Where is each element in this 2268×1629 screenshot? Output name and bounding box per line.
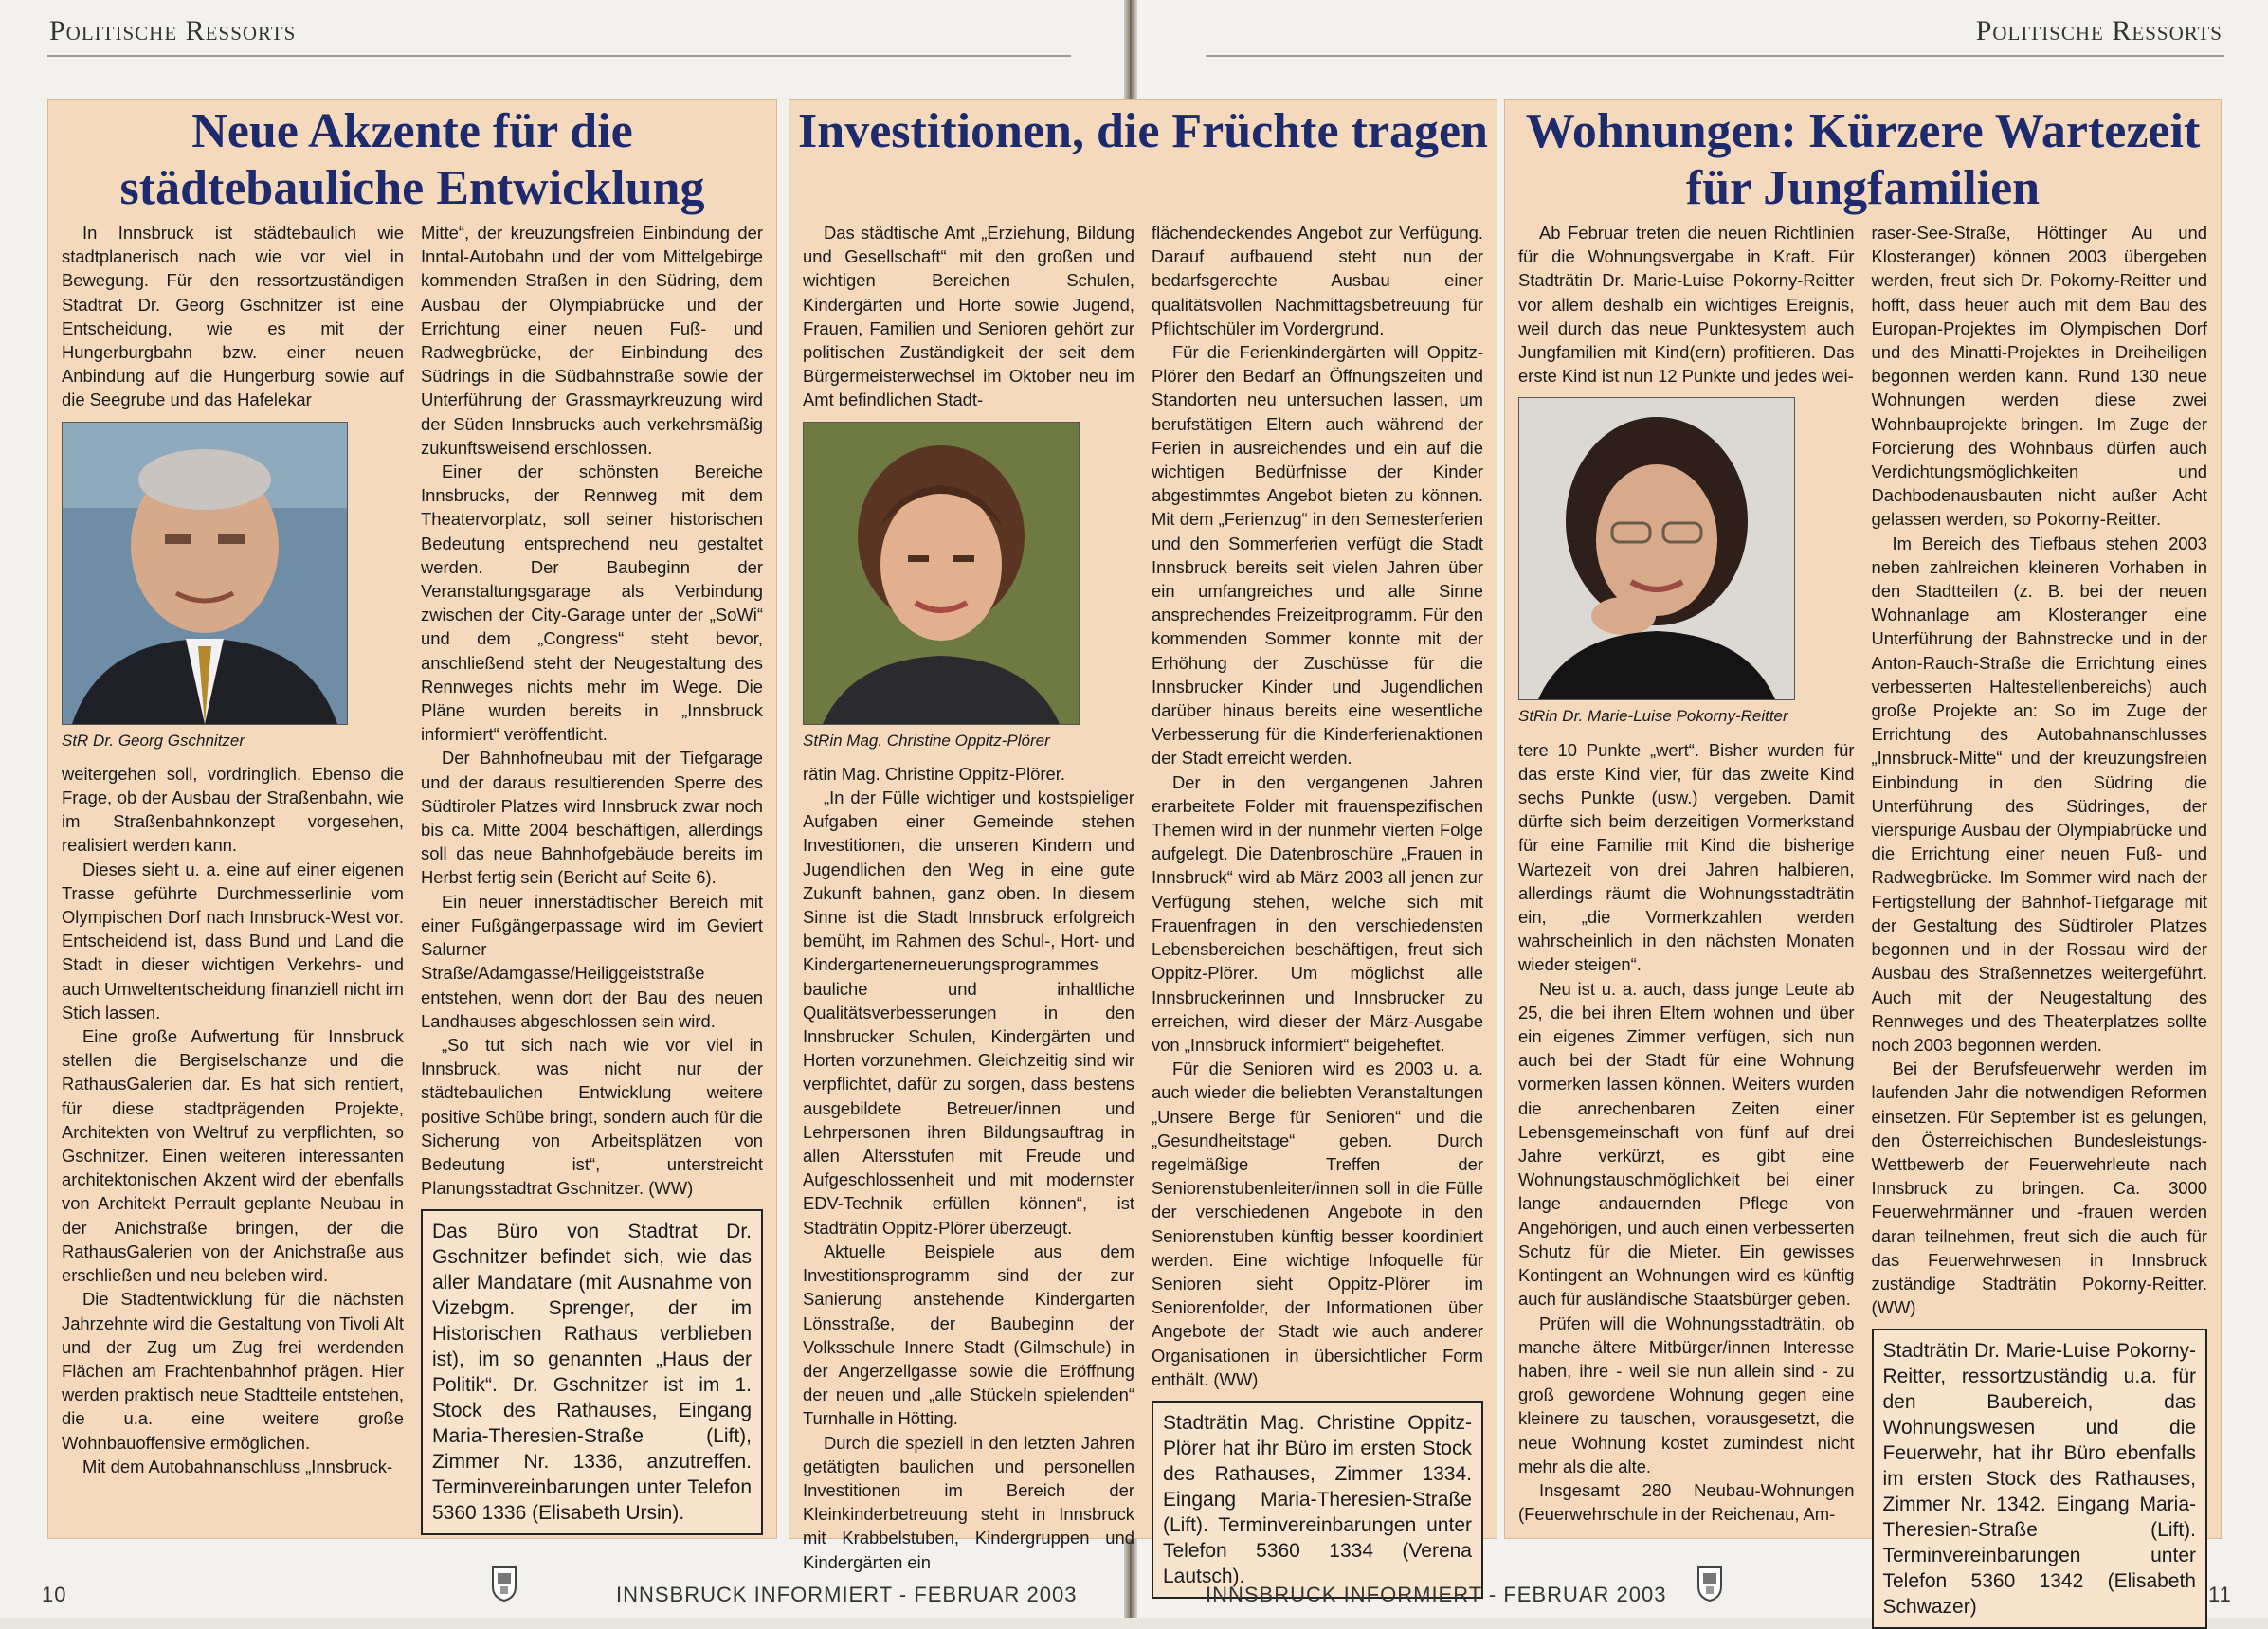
article-paragraph: raser-See-Straße, Höttinger Au und Klosteranger) können 2003 übergeben werden, freut sich Dr. Pokorny-Reitter und hofft, dass heuer auch mit dem Bau des Europan-Projektes im Olympischen Dorf und des Minatti-Projektes in Dreiheiligen begonnen werden kann. Rund 130 neue Wohnungen werden diese zwei Wohnbauprojekte bringen. Im Zuge der Forcierung des Wohnbaus dürfen auch Verdichtungsmöglichkeiten und Dachbodenausbauten nicht außer Acht gelassen werden, so Pokorny-Reitter. <box>1871 223 2207 530</box>
page-number-right: 11 <box>2208 1583 2232 1606</box>
article-paragraph: tere 10 Punkte „wert“. Bisher wurden für das erste Kind vier, für das zweite Kind sechs Punkte (usw.) vergeben. Damit dürfte sich beim derzeitigen Vormerkstand für eine Familie mit Kind die bisherige Wartezeit von drei Jahren halbieren, allerdings räumt die Wohnungsstadträtin ein, „die Vormerkzahlen werden wahrscheinlich in den nächsten Monaten wieder steigen“. <box>1518 739 1855 975</box>
article-headline: Investitionen, die Früchte tragen <box>798 104 1488 158</box>
article-headline: Wohnungen: Kürzere Wartezeit für Jungfamilien <box>1525 104 2201 215</box>
article-investitionen <box>789 99 1497 1587</box>
article-paragraph: Ab Februar treten die neuen Richtlinien für die Wohnungsvergabe in Kraft. Für Stadträtin Dr. Marie-Luise Pokorny-Reitter vor allem deshalb ein wichtiges Ereignis, weil durch das neue Punktesystem auch Jungfamilien mit Kind(ern) profitieren. Das erste Kind ist nun 12 Punkte und jedes wei- <box>1518 223 1855 387</box>
footer-publication-left: INNSBRUCK INFORMIERT - FEBRUAR 2003 <box>616 1583 1078 1606</box>
article-paragraph: Prüfen will die Wohnungsstadträtin, ob manche ältere Mitbürger/innen Interesse haben, ihre - weil sie nun allein sind - zu groß gewordene Wohnung gegen eine kleinere zu tauschen, vorausgesetzt, die neue Wohnung kostet zumindest nicht mehr als die alte. <box>1518 1312 1855 1476</box>
article-paragraph: Die Stadtentwicklung für die nächsten Jahrzehnte wird die Gestaltung von Tivoli Alt und der Zug um Zug frei werdenden Flächen am Frachtenbahnhof prägen. Hier werden praktisch neue Stadtteile entstehen, die u.a. eine weitere große Wohnbauoffensive ermöglichen. <box>62 1289 404 1453</box>
article-paragraph: Für die Senioren wird es 2003 u. a. auch wieder die beliebten Veranstaltungen „Unsere Berge für Senioren“ und die „Gesundheitstage“ geben. Durch regelmäßige Treffen der Seniorenstubenleiter/innen soll in die Fülle der verschiedenen Angebote in den Seniorenstuben künftig besser koordiniert werden. Eine wichtige Infoquelle für Senioren sieht Oppitz-Plörer im Seniorenfolder, der Informationen über Angebote der Stadt wie auch anderer Organisationen in übersichtlicher Form enthält. (WW) <box>1152 1059 1483 1389</box>
article-paragraph: Bei der Berufsfeuerwehr werden im laufenden Jahr die notwendigen Reformen einsetzen. Für September ist es gelungen, den Österreichischen Bundesleistungs-Wettbewerb der Feuerwehrleute nach Innsbruck zu bringen. Ca. 3000 Feuerwehrmänner und -frauen werden daran teilnehmen, freut sich die auch für das Feuerwehrwesen in Innsbruck zuständige Stadträtin Pokorny-Reitter. (WW) <box>1871 1059 2207 1318</box>
article-paragraph: Im Bereich des Tiefbaus stehen 2003 neben zahlreichen kleineren Vorhaben in den Stadtteilen (z. B. bei der neuen Wohnanlage am Klosteranger eine Unterführung der Bahnstrecke und in der Anton-Rauch-Straße die Errichtung eines verbesserten Haltestellenbereichs) auch große Projekte an: So im Zuge der Errichtung des Autobahnanschlusses „Innsbruck-Mitte“ und der kreuzungsfreien Einbindung in den Südring die Unterführung des Südringes, der vierspurige Ausbau der Olympiabrücke und die Errichtung einer neuen Fuß- und Radwegbrücke. Im Sommer wird nach der Fertigstellung der Bahnhof-Tiefgarage mit der Gestaltung des Südtiroler Platzes begonnen und in der Rossau wird der Ausbau des Straßennetzes weitergeführt. Auch mit der Neugestaltung des Rennweges und des Theaterplatzes sollte noch 2003 begonnen werden. <box>1871 533 2207 1055</box>
article-stadtentwicklung <box>47 99 777 1539</box>
article-paragraph: Für die Ferienkindergärten will Oppitz-Plörer den Bedarf an Öffnungszeiten und Standorten neu untersuchen lassen, um berufstätigen Eltern auch während der Ferien in ausreichendes und ein auf die wichtigen Bedürfnisse der Kinder abgestimmtes Angebot bieten zu können. Mit dem „Ferienzug“ in den Semesterferien und den Sommerferien verfügt die Stadt Innsbruck bereits seit vielen Jahren über ein umfangreiches und alle Sinne ansprechendes Freizeitprogramm. Für den kommenden Sommer konnte mit der Erhöhung der Zuschüsse für die Innsbrucker Kinder und Jugendlichen darüber hinaus bereits eine wesentliche Verbesserung für die Kinderferienaktionen der Stadt erreicht werden. <box>1152 342 1483 769</box>
article-paragraph: „In der Fülle wichtiger und kostspieliger Aufgaben einer Gemeinde stehen Investitionen, die unseren Kindern und Jugendlichen den Weg in eine gute Zukunft bahnen, ganz oben. In diesem Sinne ist die Stadt Innsbruck erfolgreich bemüht, im Rahmen des Schul-, Hort- und Kindergartenerneuerungsprogrammes bauliche und inhaltliche Qualitätsverbesserungen in den Innsbrucker Schulen, Kindergärten und Horten vorzunehmen. Gleichzeitig sind wir verpflichtet, dafür zu sorgen, dass bestens ausgebildete Betreuer/innen und Lehrpersonen ihren Bildungsauftrag in allen Altersstufen mit Freude und Aufgeschlossenheit und mit modernster EDV-Technik erfüllen können“, ist Stadträtin Oppitz-Plörer überzeugt. <box>803 787 1134 1238</box>
portrait-photo-gschnitzer <box>62 422 348 725</box>
article-paragraph: Dieses sieht u. a. eine auf einer eigenen Trasse geführte Durchmesserlinie vom Olympischen Dorf nach Innsbruck-West vor. Entscheidend ist, dass Bund und Land die Stadt in dieser wichtigen Verkehrs- und auch Umweltentscheidung finanziell nicht im Stich lassen. <box>62 859 404 1023</box>
article-headline: Neue Akzente für die städtebauliche Entwicklung <box>119 104 705 215</box>
photo-caption: StR Dr. Georg Gschnitzer <box>62 731 245 750</box>
photo-caption: StRin Dr. Marie-Luise Pokorny-Reitter <box>1518 707 1788 726</box>
header-rule-left <box>47 55 1071 57</box>
article-column-2 <box>1152 221 1483 1587</box>
article-column-1 <box>803 221 1134 1572</box>
portrait-photo-pokorny-reitter <box>1518 397 1795 700</box>
article-column-1 <box>1518 221 1855 1527</box>
article-paragraph: In Innsbruck ist städtebaulich wie stadtplanerisch nach wie vor viel in Bewegung. Für den ressortzuständigen Stadtrat Dr. Georg Gschnitzer ist eine Entscheidung, wie es mit der Hungerburgbahn bzw. einer neuen Anbindung auf die Hungerburg sowie auf die Seegrube und das Hafelekar <box>62 223 404 410</box>
article-paragraph: flächendeckendes Angebot zur Verfügung. Darauf aufbauend steht nun der bedarfsgerechte Ausbau einer qualitätsvollen Nachmittagsbetreuung für Pflichtschüler im Vordergrund. <box>1152 223 1483 338</box>
office-info-box: Das Büro von Stadtrat Dr. Gschnitzer befindet sich, wie das aller Mandatare (mit Ausnahme von Vizebgm. Sprenger, der im Historischen Rathaus verblieben ist), im so genannten „Haus der Politik“. Dr. Gschnitzer ist im 1. Stock des Rathauses, Eingang Maria-Theresien-Straße (Lift), Zimmer Nr. 1336, anzutreffen. Terminvereinbarungen unter Telefon 5360 1336 (Elisabeth Ursin). <box>421 1209 763 1535</box>
article-paragraph: Mit dem Autobahnanschluss „Innsbruck- <box>82 1456 393 1476</box>
article-column-2 <box>1871 221 2208 1619</box>
article-paragraph: Der Bahnhofneubau mit der Tiefgarage und der daraus resultierenden Sperre des Südtiroler Platzes wird Innsbruck zwar noch bis ca. Mitte 2004 beschäftigen, allerdings soll das neue Bahnhofgebäude bereits im Herbst fertig sein (Bericht auf Seite 6). <box>421 748 763 888</box>
article-paragraph: Mitte“, der kreuzungsfreien Einbindung der Inntal-Autobahn und der vom Mittelgebirge kommenden Straßen in den Südring, dem Ausbau der Olympiabrücke und der Errichtung einer neuen Fuß- und Radwegbrücke, der Einbindung des Südrings in die Südbahnstraße sowie der Unterführung der Grassmayrkreuzung wird der Süden Innsbrucks auch verkehrsmäßig zukunftsweisend erschlossen. <box>421 223 763 458</box>
city-crest-icon <box>491 1566 517 1602</box>
article-paragraph: „So tut sich nach wie vor viel in Innsbruck, was nicht nur der städtebaulichen Entwicklung weitere positive Schübe bringt, sondern auch für die Sicherung von Arbeitsplätzen von Bedeutung ist“, unterstreicht Planungsstadtrat Gschnitzer. (WW) <box>421 1034 763 1199</box>
office-info-box: Stadträtin Mag. Christine Oppitz-Plörer hat ihr Büro im ersten Stock des Rathauses, Zimmer 1334. Eingang Maria-Theresien-Straße (Lift). Terminvereinbarungen unter Telefon 5360 1334 (Verena Lautsch). <box>1152 1401 1483 1599</box>
article-paragraph: Das städtische Amt „Erziehung, Bildung und Gesellschaft“ mit den großen und wichtigen Bereichen Schulen, Kindergärten und Horte sowie Jugend, Frauen, Familien und Senioren gehört zur politischen Zuständigkeit der seit dem Bürgermeisterwechsel im Oktober neu im Amt befindlichen Stadt- <box>803 223 1134 410</box>
article-paragraph: Aktuelle Beispiele aus dem Investitionsprogramm sind der zur Sanierung anstehende Kindergarten Lönsstraße, der Baubeginn der Volksschule Innere Stadt (Gilmschule) in der Angerzellgasse sowie die Eröffnung der neuen und „alle Stückeln spielenden“ Turnhalle in Hötting. <box>803 1240 1134 1429</box>
article-paragraph: Der in den vergangenen Jahren erarbeitete Folder mit frauenspezifischen Themen wird in der nunmehr vierten Folge aufgelegt. Die Datenbroschüre „Frauen in Innsbruck“ wird ab März 2003 all jenen zur Verfügung stehen, welche sich mit Frauenfragen in den verschiedensten Lebensbereichen beschäftigen, freut sich Oppitz-Plörer. Um möglichst alle Innsbruckerinnen und Innsbrucker zu erreichen, wird dieser der März-Ausgabe von „Innsbruck informiert“ beigeheftet. <box>1152 771 1483 1055</box>
article-paragraph: rätin Mag. Christine Oppitz-Plörer. <box>803 763 1065 784</box>
article-paragraph: Eine große Aufwertung für Innsbruck stellen die Bergiselschanze und die RathausGalerien dar. Es hat sich rentiert, für diese stadtprägenden Projekte, Architekten von Weltruf zu verpflichten, so Gschnitzer. Einen weiteren interessanten architektonischen Akzent wird der ebenfalls von Architekt Perrault geplante Neubau in der Anichstraße bringen, der die RathausGalerien von der Anichstraße aus erschließen und neu beleben wird. <box>62 1026 404 1286</box>
page-number-left: 10 <box>42 1583 67 1606</box>
city-crest-icon <box>1696 1566 1723 1602</box>
portrait-photo-oppitz-ploerer <box>803 422 1080 725</box>
article-paragraph: Durch die speziell in den letzten Jahren getätigten baulichen und personellen Investitionen im Bereich der Kleinkinderbetreuung steht in Innsbruck mit Krabbelstuben, Kindergruppen und Kindergärten ein <box>803 1432 1134 1572</box>
article-column-2 <box>421 221 763 1527</box>
ressort-header-left: Politische Ressorts <box>49 15 297 46</box>
header-rule-right <box>1206 55 2224 57</box>
article-paragraph: Neu ist u. a. auch, dass junge Leute ab 25, die bei ihren Eltern wohnen und über ein eigenes Zimmer verfügen, sich nun auch bei der Stadt für eine Wohnung vormerken lassen können. Weiters wurden die anrechenbaren Zeiten einer Lebensgemeinschaft von fünf auf drei Jahre verkürzt, es gibt eine Wohnungstauschmöglichkeit bei einer lange andauernden Pflege von Angehörigen, und auch einen verbesserten Schutz für die Mieter. Ein gewisses Kontingent an Wohnungen wird es künftig auch für ausländische Staatsbürger geben. <box>1518 978 1855 1310</box>
article-paragraph: weitergehen soll, vordringlich. Ebenso die Frage, ob der Ausbau der Straßenbahn, wie im Straßenbahnkonzept vorgesehen, realisiert werden kann. <box>62 763 404 856</box>
article-paragraph: Ein neuer innerstädtischer Bereich mit einer Fußgängerpassage wird im Geviert Salurner Straße/Adamgasse/Heiliggeiststraße entstehen, wenn dort der Bau des neuen Landhauses abgeschlossen sein wird. <box>421 891 763 1031</box>
photo-caption: StRin Mag. Christine Oppitz-Plörer <box>803 731 1050 750</box>
office-info-box: Stadträtin Dr. Marie-Luise Pokorny-Reitter, ressortzuständig u.a. für den Baubereich, das Wohnungswesen und die Feuerwehr, hat ihr Büro ebenfalls im ersten Stock des Rathauses, Zimmer Nr. 1342. Eingang Maria-Theresien-Straße (Lift). Terminvereinbarungen unter Telefon 5360 1342 (Elisabeth Schwazer) <box>1872 1329 2208 1629</box>
article-paragraph: Einer der schönsten Bereiche Innsbrucks, der Rennweg mit dem Theatervorplatz, soll seiner historischen Bedeutung entsprechend neu gestaltet werden. Der Baubeginn der Veranstaltungsgarage als Verbindung zwischen der City-Garage unter der „SoWi“ und dem „Congress“ steht bevor, anschließend steht der Neugestaltung des Rennweges nichts mehr im Wege. Die Pläne wurden bereits in „Innsbruck informiert“ veröffentlicht. <box>421 462 763 745</box>
footer-publication-right: INNSBRUCK INFORMIERT - FEBRUAR 2003 <box>1206 1583 1667 1606</box>
article-column-1 <box>62 221 404 1527</box>
ressort-header-right: Politische Ressorts <box>1975 15 2223 46</box>
article-paragraph: Insgesamt 280 Neubau-Wohnungen (Feuerwehrschule in der Reichenau, Am- <box>1518 1479 1855 1525</box>
